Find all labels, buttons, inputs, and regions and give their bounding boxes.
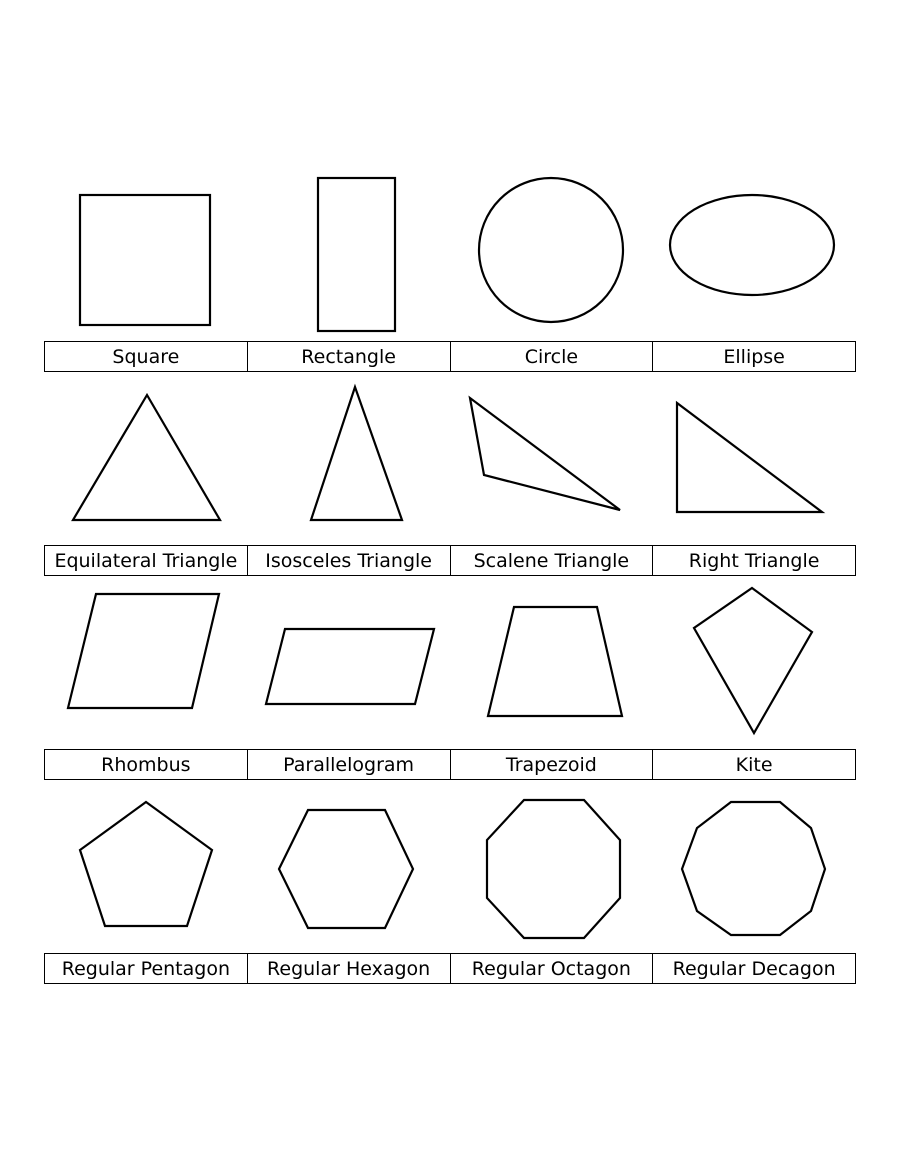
label-right-triangle: Right Triangle [652,546,855,575]
label-regular-octagon: Regular Octagon [450,954,653,983]
label-isosceles-triangle: Isosceles Triangle [247,546,450,575]
label-square: Square [112,346,180,368]
label-ellipse: Ellipse [652,342,855,371]
parallelogram-shape [266,629,434,704]
label-equilateral-triangle: Equilateral Triangle [54,550,238,572]
scalene-triangle-shape [470,398,620,510]
label-rectangle: Rectangle [247,342,450,371]
label-kite: Kite [652,750,855,779]
square-shape [80,195,210,325]
label-regular-pentagon: Regular Pentagon [61,958,230,980]
regular-pentagon-shape [80,802,212,926]
isosceles-triangle-shape [311,387,402,520]
circle-shape [479,178,623,322]
kite-shape [694,588,812,733]
label-circle: Circle [450,342,653,371]
trapezoid-shape [488,607,622,716]
label-rhombus: Rhombus [101,754,191,776]
equilateral-triangle-shape [73,395,220,520]
label-row-3 [44,749,856,780]
label-regular-decagon: Regular Decagon [652,954,855,983]
rhombus-shape [68,594,219,708]
right-triangle-shape [677,403,822,512]
ellipse-shape [670,195,834,295]
label-trapezoid: Trapezoid [450,750,653,779]
label-row-4 [44,953,856,984]
label-scalene-triangle: Scalene Triangle [450,546,653,575]
label-regular-hexagon: Regular Hexagon [247,954,450,983]
label-row-1 [44,341,856,372]
regular-hexagon-shape [279,810,413,928]
regular-decagon-shape [682,802,825,935]
regular-octagon-shape [487,800,620,938]
label-row-2 [44,545,856,576]
label-parallelogram: Parallelogram [247,750,450,779]
rectangle-shape [318,178,395,331]
